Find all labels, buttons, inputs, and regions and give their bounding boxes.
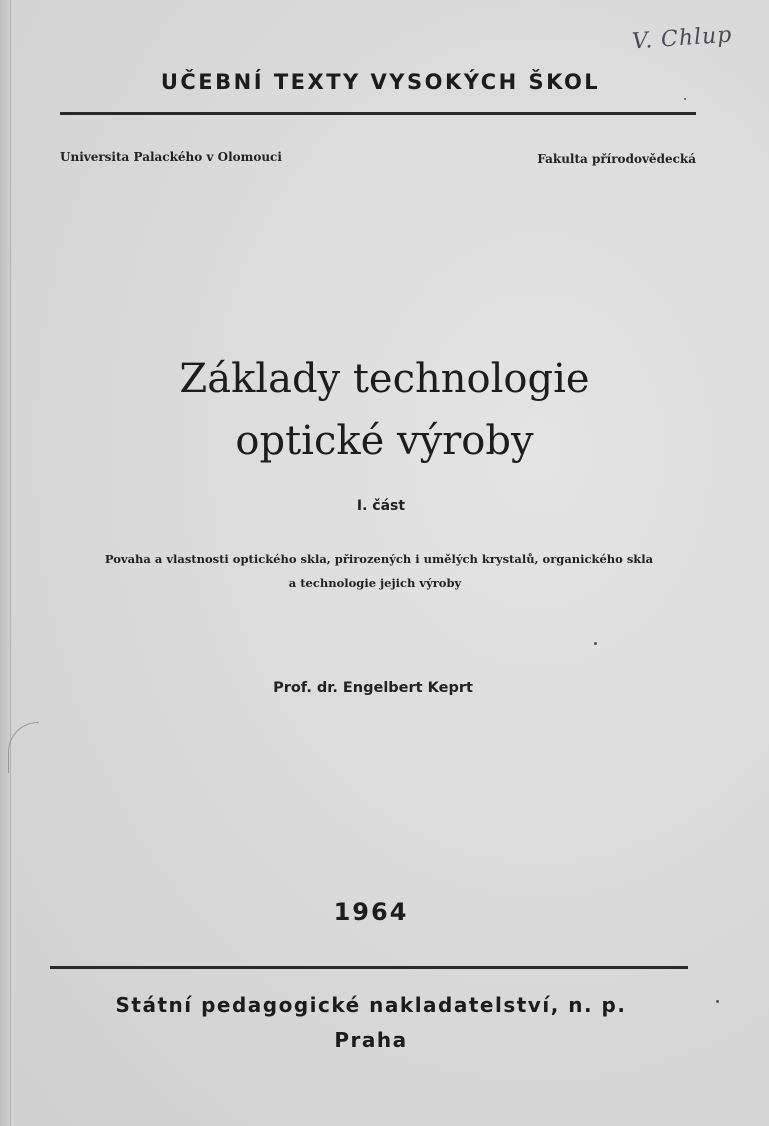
publisher-name: Státní pedagogické nakladatelství, n. p. — [115, 993, 627, 1017]
book-title-line-2: optické výroby — [235, 418, 534, 464]
faculty-name: Fakulta přírodovědecká — [537, 152, 696, 166]
series-heading-text: UČEBNÍ TEXTY VYSOKÝCH ŠKOL — [160, 70, 601, 94]
ink-speck — [684, 98, 686, 100]
author-name: Prof. dr. Engelbert Keprt — [273, 680, 473, 696]
subtitle-line-2: a technologie jejich výroby — [288, 576, 462, 590]
ink-speck — [594, 642, 597, 645]
subtitle-line-1: Povaha a vlastnosti optického skla, přirozených i umělých krystalů, organického skla — [104, 552, 654, 566]
publication-year: 1964 — [333, 898, 409, 926]
handwritten-signature: V. Chlup — [631, 22, 734, 55]
book-title-line-1: Základy technologie — [179, 356, 590, 402]
publisher-city: Praha — [334, 1028, 408, 1052]
series-heading — [0, 70, 769, 94]
university-name: Universita Palackého v Olomouci — [60, 150, 282, 164]
part-label: I. část — [356, 498, 406, 514]
top-rule — [60, 112, 696, 115]
ink-speck — [716, 1000, 719, 1003]
bottom-rule — [50, 966, 688, 969]
